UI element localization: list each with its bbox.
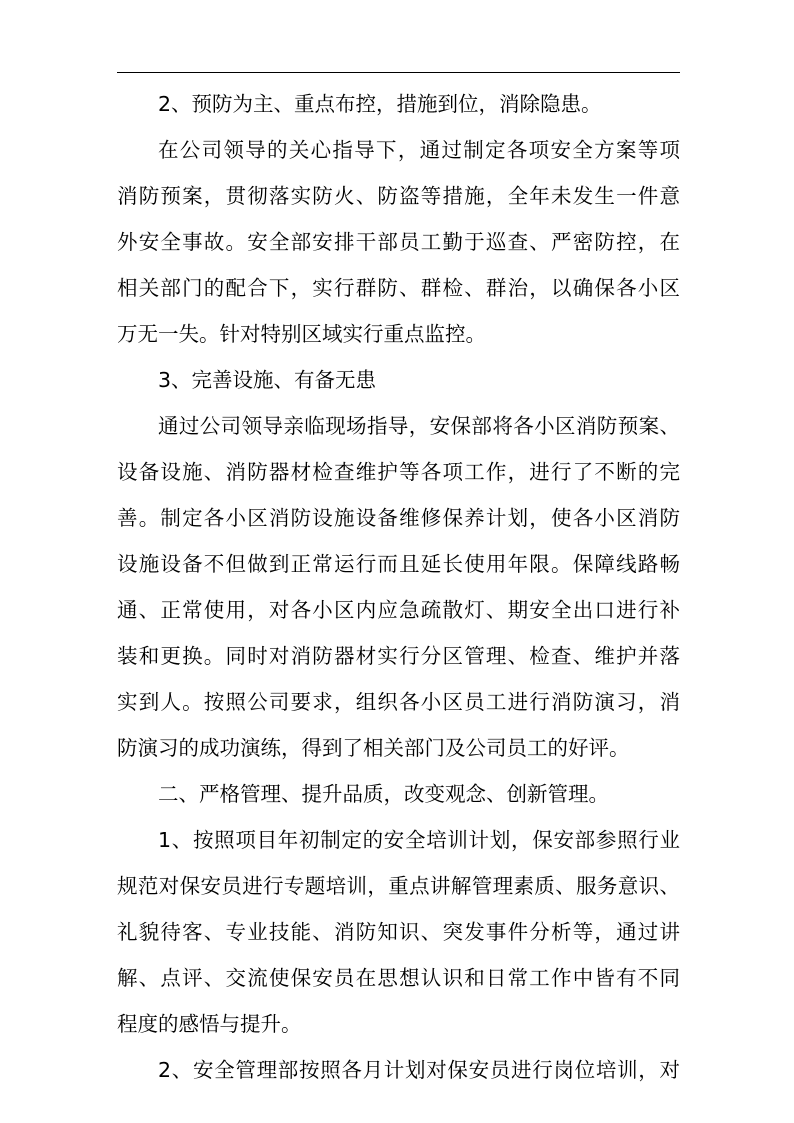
text-line: 二、严格管理、提升品质，改变观念、创新管理。 <box>158 782 609 806</box>
text-line: 设备设施、消防器材检查维护等各项工作，进行了不断的完 <box>117 460 680 484</box>
text-line: 装和更换。同时对消防器材实行分区管理、检查、维护并落 <box>117 644 680 668</box>
text-line: 在公司领导的关心指导下，通过制定各项安全方案等项 <box>158 138 680 162</box>
document-body <box>117 81 680 1093</box>
text-line: 规范对保安员进行专题培训，重点讲解管理素质、服务意识、 <box>117 874 680 898</box>
text-line: 1、按照项目年初制定的安全培训计划，保安部参照行业 <box>158 828 680 852</box>
text-line: 2、预防为主、重点布控，措施到位，消除隐患。 <box>158 92 602 116</box>
text-line: 防演习的成功演练，得到了相关部门及公司员工的好评。 <box>117 736 630 760</box>
text-line: 2、安全管理部按照各月计划对保安员进行岗位培训，对 <box>158 1058 680 1082</box>
text-line: 通、正常使用，对各小区内应急疏散灯、期安全出口进行补 <box>117 598 680 622</box>
text-line: 通过公司领导亲临现场指导，安保部将各小区消防预案、 <box>158 414 680 438</box>
text-line: 礼貌待客、专业技能、消防知识、突发事件分析等，通过讲 <box>117 920 680 944</box>
text-line: 善。制定各小区消防设施设备维修保养计划，使各小区消防 <box>117 506 680 530</box>
header-rule <box>117 72 680 73</box>
text-line: 设施设备不但做到正常运行而且延长使用年限。保障线路畅 <box>117 552 680 576</box>
text-line: 解、点评、交流使保安员在思想认识和日常工作中皆有不同 <box>117 966 680 990</box>
text-line: 消防预案，贯彻落实防火、防盗等措施，全年未发生一件意 <box>117 184 680 208</box>
text-line: 3、完善设施、有备无患 <box>158 368 377 392</box>
text-line: 万无一失。针对特别区域实行重点监控。 <box>117 322 486 346</box>
text-line: 实到人。按照公司要求，组织各小区员工进行消防演习，消 <box>117 690 680 714</box>
text-line: 相关部门的配合下，实行群防、群检、群治，以确保各小区 <box>117 276 680 300</box>
text-line: 程度的感悟与提升。 <box>117 1012 302 1036</box>
text-line: 外安全事故。安全部安排干部员工勤于巡查、严密防控，在 <box>117 230 680 254</box>
